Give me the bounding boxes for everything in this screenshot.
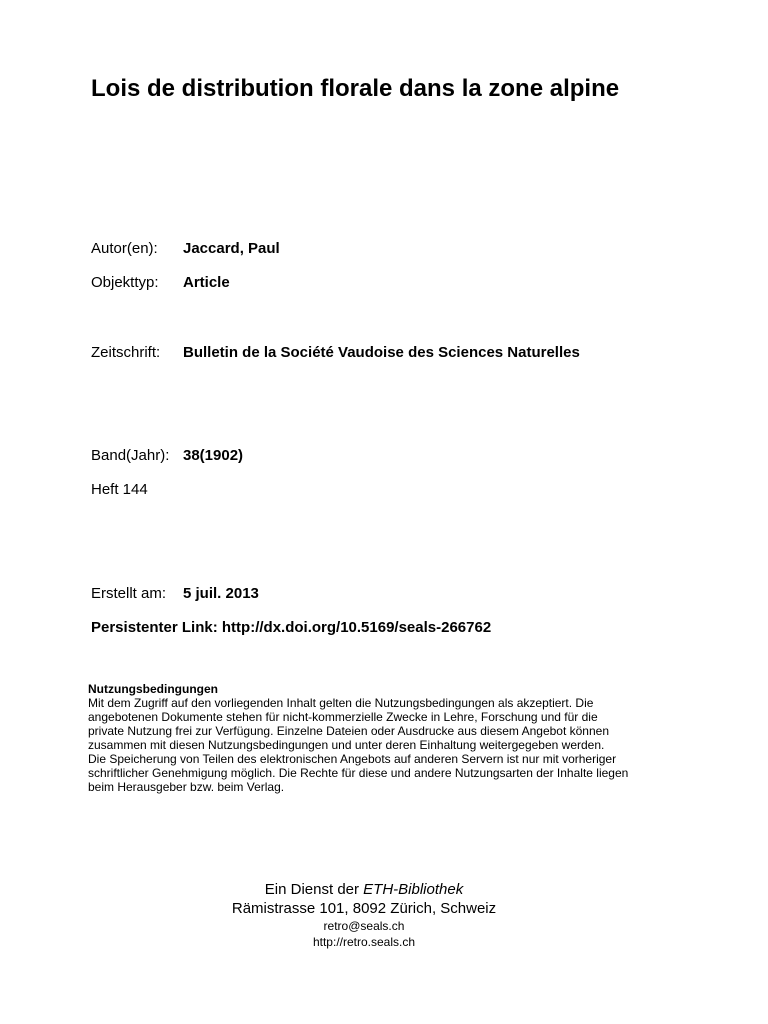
type-value: Article	[183, 274, 230, 291]
volume-label: Band(Jahr):	[91, 447, 170, 464]
terms-line: zusammen mit diesen Nutzungsbedingungen und unter deren Einhaltung weitergegeben werden.	[88, 738, 605, 752]
email-link[interactable]: retro@seals.ch	[323, 919, 405, 933]
journal-value: Bulletin de la Société Vaudoise des Sciences Naturelles	[183, 344, 580, 361]
document-title: Lois de distribution florale dans la zone alpine	[91, 75, 620, 102]
terms-heading: Nutzungsbedingungen	[88, 682, 218, 696]
footer	[0, 880, 728, 950]
terms-line: schriftlicher Genehmigung möglich. Die Rechte für diese und andere Nutzungsarten der Inhalte liegen	[88, 766, 629, 780]
author-value: Jaccard, Paul	[183, 240, 280, 257]
volume-value: 38(1902)	[183, 447, 244, 464]
permalink	[91, 618, 491, 638]
terms-text	[88, 696, 688, 794]
created-value: 5 juil. 2013	[183, 585, 259, 602]
permalink-label: Persistenter Link:	[91, 619, 218, 636]
website-link[interactable]: http://retro.seals.ch	[312, 935, 416, 949]
service-prefix: Ein Dienst der	[264, 881, 359, 898]
created-label: Erstellt am:	[91, 585, 167, 602]
terms-line: Mit dem Zugriff auf den vorliegenden Inhalt gelten die Nutzungsbedingungen als akzeptiert. Die	[88, 696, 594, 710]
journal-label: Zeitschrift:	[91, 344, 161, 361]
terms-line: angebotenen Dokumente stehen für nicht-kommerzielle Zwecke in Lehre, Forschung und für die	[88, 710, 598, 724]
terms-line: private Nutzung frei zur Verfügung. Einzelne Dateien oder Ausdrucke aus diesem Angebot können	[88, 724, 609, 738]
issue-label: Heft 144	[91, 481, 148, 498]
service-line	[0, 880, 728, 899]
permalink-url[interactable]: http://dx.doi.org/10.5169/seals-266762	[221, 619, 492, 636]
service-name: ETH-Bibliothek	[363, 881, 464, 898]
terms-line: beim Herausgeber bzw. beim Verlag.	[88, 780, 285, 794]
type-label: Objekttyp:	[91, 274, 159, 291]
terms-of-use	[88, 682, 688, 794]
author-label: Autor(en):	[91, 240, 158, 257]
terms-line: Die Speicherung von Teilen des elektronischen Angebots auf anderen Servern ist nur mit vorheriger	[88, 752, 617, 766]
address: Rämistrasse 101, 8092 Zürich, Schweiz	[231, 900, 497, 917]
